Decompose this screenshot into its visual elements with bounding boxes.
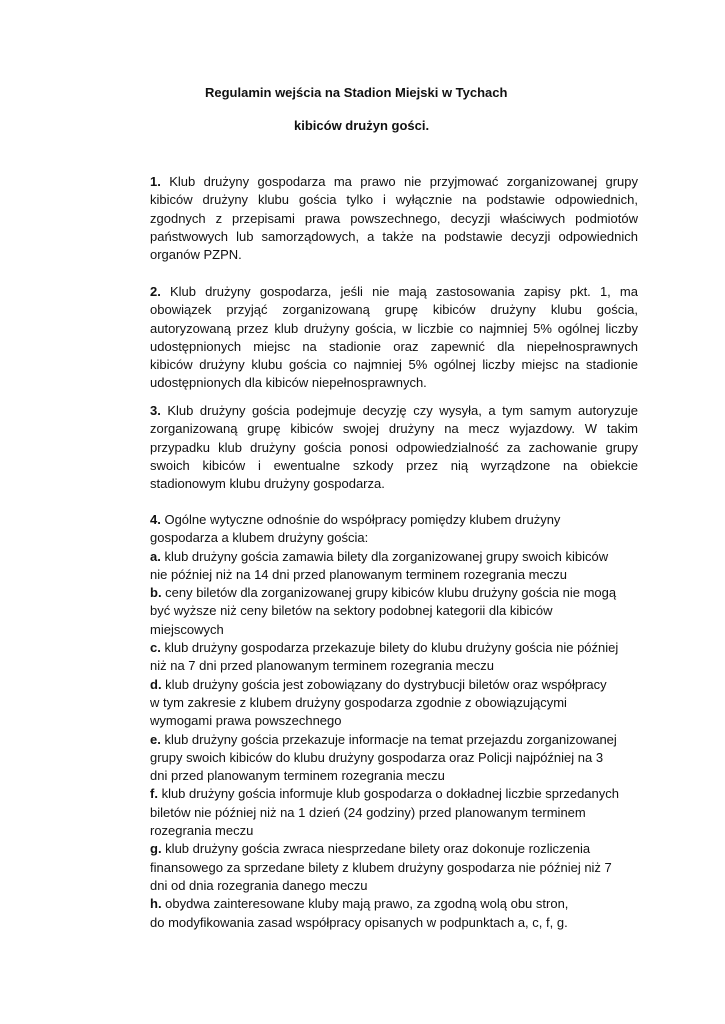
- list-item-e: e. klub drużyny gościa przekazuje informacje na temat przejazdu zorganizowanej: [150, 731, 617, 747]
- section-4-intro-line: gospodarza a klubem drużyny gościa:: [150, 530, 369, 546]
- list-item-h: h. obydwa zainteresowane kluby mają prawo, za zgodną wolą obu stron,: [150, 896, 569, 912]
- list-item-d-line: w tym zakresie z klubem drużyny gospodarza zgodnie z obowiązującymi: [150, 694, 567, 710]
- list-item-b-line: być wyższe niż ceny biletów na sektory podobnej kategorii dla kibiców: [150, 603, 553, 619]
- list-item-g: g. klub drużyny gościa zwraca niesprzedane bilety oraz dokonuje rozliczenia: [150, 841, 591, 857]
- list-item-h-line: do modyfikowania zasad współpracy opisanych w podpunktach a, c, f, g.: [150, 914, 568, 930]
- section-2-line: autoryzowaną przez klub drużyny gościa, w liczbie co najmniej 5% ogólnej liczby: [150, 320, 638, 336]
- list-item-g-line: finansowego za sprzedane bilety z klubem drużyny gospodarza nie później niż 7: [150, 859, 612, 875]
- section-2-number: 2.: [150, 284, 161, 299]
- list-item-c: c. klub drużyny gospodarza przekazuje bilety do klubu drużyny gościa nie później: [150, 640, 619, 656]
- list-item-b: b. ceny biletów dla zorganizowanej grupy kibiców klubu drużyny gościa nie mogą: [150, 585, 617, 601]
- list-item-e-line: grupy swoich kibiców do klubu drużyny gospodarza oraz Policji najpóźniej na 3: [150, 749, 604, 765]
- section-2-line: udostępnionych dla kibiców niepełnosprawnych.: [150, 375, 427, 391]
- section-3-line: przypadku klub drużyny gościa ponosi odpowiedzialność za zachowanie grupy: [150, 439, 638, 455]
- section-3-number: 3.: [150, 403, 161, 418]
- page-title: Regulamin wejścia na Stadion Miejski w Tychach: [205, 85, 508, 100]
- page-subtitle: kibiców drużyn gości.: [294, 118, 430, 133]
- list-item-e-line: dni przed planowanym terminem rozegrania meczu: [150, 768, 445, 784]
- section-1-line: zgodnych z przepisami prawa powszechnego, decyzji właściwych podmiotów: [150, 210, 638, 226]
- list-item-d-line: wymogami prawa powszechnego: [150, 713, 342, 729]
- section-2-line: 2. Klub drużyny gospodarza, jeśli nie mają zastosowania zapisy pkt. 1, ma: [150, 284, 638, 299]
- list-item-a: a. klub drużyny gościa zamawia bilety dla zorganizowanej grupy swoich kibiców: [150, 548, 609, 564]
- list-item-f: f. klub drużyny gościa informuje klub gospodarza o dokładnej liczbie sprzedanych: [150, 786, 619, 802]
- section-1-line: 1. Klub drużyny gospodarza ma prawo nie przyjmować zorganizowanej grupy: [150, 174, 638, 189]
- list-item-b-line: miejscowych: [150, 621, 224, 637]
- section-1-line: organów PZPN.: [150, 247, 242, 263]
- section-2-line: udostępnionych miejsc na stadionie oraz zapewnić dla niepełnosprawnych: [150, 338, 638, 354]
- list-item-f-line: rozegrania meczu: [150, 823, 254, 839]
- list-item-c-line: niż na 7 dni przed planowanym terminem rozegrania meczu: [150, 658, 494, 674]
- list-item-g-line: dni od dnia rozegrania danego meczu: [150, 877, 368, 893]
- section-3-line: stadionowym klubu drużyny gospodarza.: [150, 476, 385, 492]
- section-3: [150, 402, 638, 493]
- section-1-number: 1.: [150, 174, 161, 189]
- section-4-number: 4.: [150, 512, 161, 527]
- section-4-intro-line: 4. Ogólne wytyczne odnośnie do współpracy pomiędzy klubem drużyny: [150, 512, 561, 527]
- section-3-line: swoich kibiców i ewentualne szkody przez nią wyrządzone na obiekcie: [150, 457, 638, 473]
- section-2: [150, 283, 638, 393]
- section-1: [150, 173, 638, 264]
- list-item-f-line: biletów nie później niż na 1 dzień (24 godziny) przed planowanym terminem: [150, 804, 586, 820]
- section-4: [150, 511, 638, 932]
- list-item-a-line: nie później niż na 14 dni przed planowanym terminem rozegrania meczu: [150, 566, 567, 582]
- section-3-line: 3. Klub drużyny gościa podejmuje decyzję czy wysyła, a tym samym autoryzuje: [150, 403, 638, 418]
- section-1-line: państwowych lub samorządowych, a także na podstawie decyzji odpowiednich: [150, 228, 638, 244]
- section-1-line: kibiców drużyny klubu gościa tylko i wyłącznie na podstawie odpowiednich,: [150, 192, 638, 208]
- section-2-line: kibiców drużyny klubu gościa co najmniej 5% ogólnej liczby miejsc na stadionie: [150, 357, 638, 373]
- section-3-line: zorganizowaną grupę kibiców swojej drużyny na mecz wyjazdowy. W takim: [150, 421, 638, 437]
- section-2-line: obowiązek przyjąć zorganizowaną grupę kibiców drużyny klubu gościa,: [150, 302, 638, 318]
- list-item-d: d. klub drużyny gościa jest zobowiązany do dystrybucji biletów oraz współpracy: [150, 676, 607, 692]
